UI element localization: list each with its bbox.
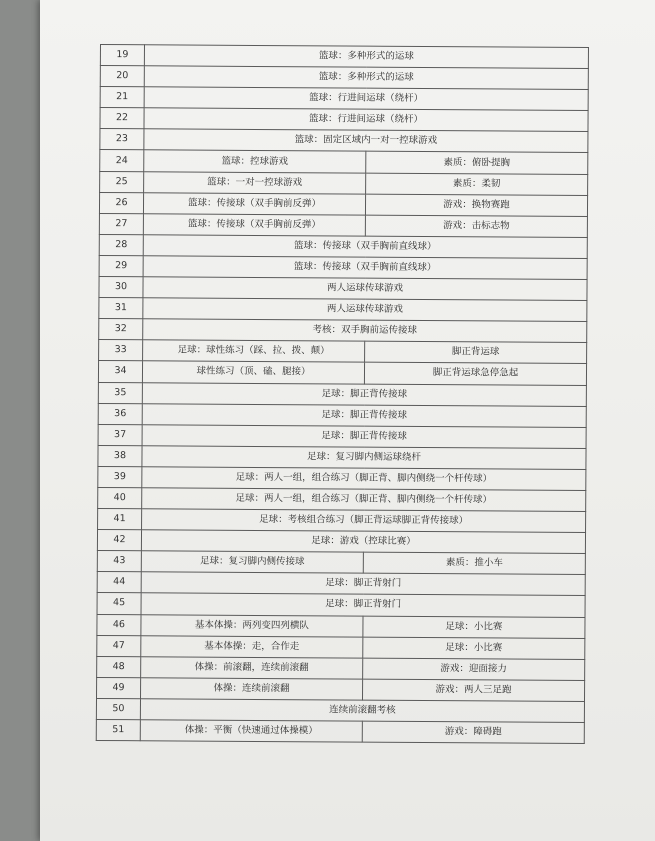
table-row	[99, 255, 587, 279]
table-row	[98, 445, 586, 469]
table-row	[99, 298, 587, 322]
table-row	[98, 361, 586, 385]
lesson-content-primary: 球性练习（顶、磕、腿接）	[142, 361, 364, 383]
lesson-content-secondary: 脚正背运球急停急起	[364, 363, 586, 385]
table-row	[97, 530, 585, 554]
lesson-content: 足球：脚正背传接球	[142, 424, 586, 448]
lesson-content: 篮球：固定区域内一对一控球游戏	[144, 129, 588, 153]
lesson-number: 44	[97, 572, 141, 593]
lesson-number: 30	[99, 277, 143, 298]
lesson-number: 29	[99, 255, 143, 276]
table-row	[97, 614, 585, 638]
lesson-number: 31	[99, 298, 143, 319]
table-row	[99, 319, 587, 343]
lesson-content-secondary: 脚正背运球	[365, 341, 587, 363]
lesson-content: 篮球：多种形式的运球	[144, 45, 588, 69]
lesson-number: 25	[100, 171, 144, 192]
lesson-number: 23	[100, 129, 144, 150]
table-row	[100, 108, 588, 132]
lesson-content-primary: 体操：平衡（快速通过体操模）	[140, 720, 362, 742]
table-row	[100, 87, 588, 111]
lesson-content: 足球：两人一组，组合练习（脚正背、脚内侧绕一个杆传球）	[142, 467, 586, 491]
table-row	[97, 677, 585, 701]
table-row	[98, 382, 586, 406]
lesson-content-primary: 基本体操：走，合作走	[141, 635, 363, 657]
lesson-number: 40	[98, 487, 142, 508]
lesson-content: 篮球：行进间运球（绕杆）	[144, 87, 588, 111]
lesson-content: 篮球：传接球（双手胸前直线球）	[143, 256, 587, 280]
lesson-number: 39	[98, 466, 142, 487]
lesson-number: 34	[98, 361, 142, 382]
lesson-content-secondary: 素质：俯卧提胸	[366, 152, 588, 174]
lesson-content-primary: 足球：球性练习（踩、拉、拨、颠）	[143, 340, 365, 362]
lesson-content-secondary: 游戏：击标志物	[365, 215, 587, 237]
table-row	[98, 509, 586, 533]
table-row	[97, 635, 585, 659]
lesson-content-secondary: 素质：推小车	[363, 552, 585, 574]
lesson-content-secondary: 素质：柔韧	[366, 173, 588, 195]
lesson-content-secondary: 游戏：换物赛跑	[365, 194, 587, 216]
lesson-number: 36	[98, 403, 142, 424]
lesson-content-primary: 体操：连续前滚翻	[141, 678, 363, 700]
lesson-content-primary: 篮球：传接球（双手胸前反弹）	[143, 192, 365, 214]
lesson-number: 27	[99, 213, 143, 234]
lesson-content: 足球：考核组合练习（脚正背运球脚正背传接球）	[142, 509, 586, 533]
table-row	[100, 45, 588, 69]
lesson-content: 足球：复习脚内侧运球绕杆	[142, 446, 586, 470]
lesson-content: 足球：脚正背传接球	[142, 403, 586, 427]
table-row	[96, 719, 584, 743]
lesson-content-primary: 体操：前滚翻，连续前滚翻	[141, 656, 363, 678]
lesson-content: 足球：脚正背射门	[141, 572, 585, 596]
lesson-number: 49	[97, 677, 141, 698]
lesson-number: 26	[99, 192, 143, 213]
lesson-content: 两人运球传球游戏	[143, 298, 587, 322]
table-row	[98, 487, 586, 511]
lesson-content: 足球：游戏（控球比赛）	[141, 530, 585, 554]
lesson-content: 篮球：多种形式的运球	[144, 66, 588, 90]
table-row	[97, 572, 585, 596]
lesson-content: 篮球：行进间运球（绕杆）	[144, 108, 588, 132]
lesson-number: 41	[98, 509, 142, 530]
lesson-number: 48	[97, 656, 141, 677]
lesson-content-secondary: 足球：小比赛	[363, 637, 585, 659]
lesson-number: 45	[97, 593, 141, 614]
paper-sheet	[40, 0, 655, 841]
table-row	[96, 698, 584, 722]
table-row	[98, 466, 586, 490]
table-row	[100, 150, 588, 174]
lesson-content-secondary: 游戏：迎面接力	[363, 658, 585, 680]
lesson-number: 42	[97, 530, 141, 551]
lesson-number: 28	[99, 234, 143, 255]
table-row	[97, 656, 585, 680]
lesson-content-secondary: 游戏：两人三足跑	[362, 679, 584, 701]
lesson-number: 51	[96, 719, 140, 740]
lesson-number: 24	[100, 150, 144, 171]
lesson-number: 46	[97, 614, 141, 635]
lesson-content: 篮球：传接球（双手胸前直线球）	[143, 235, 587, 259]
lesson-number: 43	[97, 551, 141, 572]
lesson-number: 21	[100, 87, 144, 108]
lesson-number: 32	[99, 319, 143, 340]
lesson-content: 足球：两人一组，组合练习（脚正背、脚内侧绕一个杆传球）	[142, 488, 586, 512]
schedule-table	[96, 44, 589, 744]
table-row	[100, 171, 588, 195]
lesson-content: 两人运球传球游戏	[143, 277, 587, 301]
table-row	[100, 129, 588, 153]
lesson-number: 22	[100, 108, 144, 129]
lesson-content-secondary: 游戏：障碍跑	[362, 721, 584, 743]
lesson-number: 47	[97, 635, 141, 656]
table-row	[98, 403, 586, 427]
lesson-number: 35	[98, 382, 142, 403]
lesson-content-primary: 足球：复习脚内侧传接球	[141, 551, 363, 573]
table-row	[99, 277, 587, 301]
table-row	[98, 424, 586, 448]
lesson-number: 37	[98, 424, 142, 445]
lesson-content-secondary: 足球：小比赛	[363, 616, 585, 638]
table-row	[99, 213, 587, 237]
lesson-content: 连续前滚翻考核	[140, 699, 584, 723]
lesson-number: 50	[96, 698, 140, 719]
lesson-content: 考核：双手胸前运传接球	[143, 319, 587, 343]
lesson-content: 足球：脚正背传接球	[142, 382, 586, 406]
lesson-content-primary: 篮球：一对一控球游戏	[144, 171, 366, 193]
lesson-content-primary: 篮球：控球游戏	[144, 150, 366, 172]
table-row	[99, 192, 587, 216]
lesson-content-primary: 基本体操：两列变四列横队	[141, 614, 363, 636]
table-row	[100, 66, 588, 90]
lesson-content-primary: 篮球：传接球（双手胸前反弹）	[143, 214, 365, 236]
table-row	[97, 551, 585, 575]
lesson-content: 足球：脚正背射门	[141, 593, 585, 617]
lesson-number: 38	[98, 445, 142, 466]
table-row	[97, 593, 585, 617]
table-row	[99, 340, 587, 364]
lesson-number: 19	[100, 45, 144, 66]
schedule-table-wrapper	[96, 44, 588, 744]
lesson-number: 33	[99, 340, 143, 361]
lesson-number: 20	[100, 66, 144, 87]
table-row	[99, 234, 587, 258]
